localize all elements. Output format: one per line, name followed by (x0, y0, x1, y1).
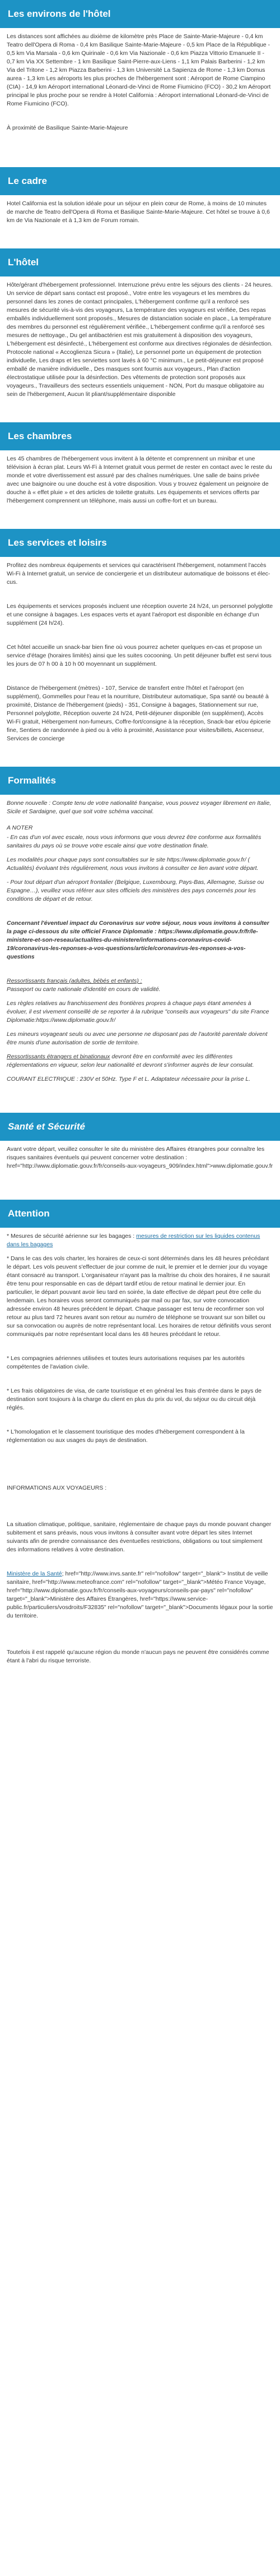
formalites-p6: Concernant l'éventuel impact du Coronavirus sur votre séjour, nous vous invitons à consulter la page ci-dessous du site officiel France Diplomatie : https://www.diplomatie.gouv.fr/fr/le-ministere-et-son-reseau/actualites-du-ministere/informations-coronavirus-covid-19/coronavirus-les-reponses-a-vos-questions/article/coronavirus-les-reponses-a-vos-questions (7, 920, 269, 960)
section-title-services: Les services et loisirs (0, 529, 280, 557)
attention-p7: La situation climatique, politique, sanitaire, réglementaire de chaque pays du monde pouvant changer subitement et sans préavis, nous vous invitons à consulter avant votre départ les sites Internet suivants afin de prendre connaissance des éventuelles restrictions, obligations ou tout simplement des informations relatives à votre destination. (7, 1521, 272, 1553)
attention-p4: * Les frais obligatoires de visa, de carte touristique et en général les frais d'entrée dans le pays de destination sont toujours à la charge du client en plus du prix du vol, du séjour ou du circuit déjà réglés. (7, 1388, 262, 1411)
section-title-formalites: Formalités (0, 767, 280, 795)
environs-distances: Les distances sont affichées au dixième de kilomètre près Place de Sainte-Marie-Majeure - 0,4 km Teatro dell'Opera di Roma - 0,4 km Basilique Sainte-Marie-Majeure - 0,5 km Place de la République - 0,5 km Via Marsala - 0,6 km Quirinale - 0,6 km Via Nazionale - 0,6 km Piazza Vittorio Emanuele II - 0,7 km Via XX Settembre - 1 km Basilique Saint-Pierre-aux-Liens - 1,1 km Palais Barberini - 1,2 km Via del Tritone - 1,2 km Piazza Barberini - 1,3 km Université La Sapienza de Rome - 1,3 km Domus aurea - 1,3 km Les aéroports les plus proches de l'hébergement sont : Aéroport de Rome Ciampino (CIA) - 14,9 km Aéroport international Léonard-de-Vinci de Rome Fiumicino (FCO) - 30,2 km Aéroport principal le plus proche pour se rendre à Hotel California : Aéroport international Léonard-de-Vinci de Rome Fiumicino (FCO). (7, 33, 271, 107)
attention-p1-lead: * Mesures de sécurité aérienne sur les bagages : (7, 1233, 135, 1239)
attention-p5: * L'homologation et le classement touristique des modes d'hébergement correspondent à la réglementation ou aux usages du pays de destination. (7, 1428, 245, 1444)
chambres-description: Les 45 chambres de l'hébergement vous invitent à la détente et comprennent un minibar et une télévision à écran plat. Leurs Wi-Fi à Internet gratuit vous permet de rester en contact avec le reste du monde et votre divertissement est assuré par des chaînes numériques. Une salle de bains privée avec une baignoire ou une douche est à votre disposition. Vous y trouvez également un peignoire de douche à « effet pluie » et des articles de toilette gratuits. Les équipements et services offerts par l'hébergement comprennent un téléphone, mais aussi un coffre-fort et un bureau. (7, 455, 272, 504)
section-environs (0, 0, 280, 145)
attention-p2: * Dans le cas des vols charter, les horaires de ceux-ci sont déterminés dans les 48 heures précédant le départ. Les vols peuvent s'effectuer de jour comme de nuit, le premier et le dernier jour du voyage étant consacré au transport. L'organisateur n'ayant pas la maîtrise du choix des horaires, il ne saurait être tenu pour responsable en cas de départ tardif et/ou de retour matinal le dernier jour. En particulier, le départ pouvant avoir lieu tard en soirée, la date effective de départ peut être celle du lendemain. Les horaires vous seront communiqués par mail ou par fax, sur votre convocation adressée environ 48 heures précédent le départ. Chaque passager est tenu de reconfirmer son vol retour au plus tard 72 heures avant son retour au numéro de téléphone se trouvant sur son billet ou sur sa convocation ou auprès de notre représentant local. Les horaires de retour définitifs vous seront communiqués par notre représentant local dans les 48 heures précédant le retour. (7, 1255, 272, 1338)
liquids-restriction-link[interactable]: mesures de restriction sur les liquides contenus dans les bagages (7, 1233, 260, 1248)
section-cadre (0, 167, 280, 237)
section-attention (0, 1200, 280, 1678)
section-hotel (0, 248, 280, 411)
cadre-description: Hotel California est la solution idéale pour un séjour en plein cœur de Rome, à moins de 10 minutes de marche de Teatro dell'Opera di Roma et Basilique Sainte-Marie-Majeure. Cet hôtel se trouve à 0,6 km de Via Nazionale et à 1,3 km de Forum romain. (7, 200, 270, 224)
section-services (0, 529, 280, 755)
formalites-p5: - Pour tout départ d'un aéroport frontalier (Belgique, Luxembourg, Pays-Bas, Allemagne, Suisse ou Espagne…), veuillez vous référer aux sites officiels des ministères des pays concernés pour les conditions de départ et de retour. (7, 879, 264, 902)
section-title-hotel: L'hôtel (0, 248, 280, 277)
attention-p9: Toutefois il est rappelé qu'aucune région du monde n'aucun pays ne peuvent être considérés comme étant à l'abri du risque terroriste. (7, 1649, 269, 1664)
section-title-cadre: Le cadre (0, 167, 280, 195)
formalites-p10-heading: Ressortissants étrangers et binationaux (7, 1053, 110, 1060)
section-title-attention: Attention (0, 1200, 280, 1228)
formalites-p10-body: devront être en conformité avec les différentes réglementations en vigueur, selon leur nationalité et devront s'informer auprès de leur consulat. (7, 1053, 254, 1068)
formalites-p7-heading: Ressortissants français (adultes, bébés et enfants) : (7, 978, 142, 984)
formalites-p7-body: Passeport ou carte nationale d'identité en cours de validité. (7, 986, 161, 993)
formalites-p1: Bonne nouvelle : Compte tenu de votre nationalité française, vous pouvez voyager librement en Italie, Sicile et Sardaigne, quel que soit votre schéma vaccinal. (7, 800, 272, 815)
services-p2: Les équipements et services proposés incluent une réception ouverte 24 h/24, un personnel polyglotte et une consigne à bagages. Les espaces verts et ayant l'aéroport est disponible en échange d'un supplément (24 h/24). (7, 603, 273, 626)
sante-p1: Avant votre départ, veuillez consulter le site du ministère des Affaires étrangères pour connaître les risques sanitaires éventuels qui peuvent concerner votre destination : href="http://www.diplomatie.gouv.fr/fr/conseils-aux-voyageurs_909/index.html">www.diplomatie.gouv.fr (7, 1146, 273, 1169)
formalites-p11: COURANT ELECTRIQUE : 230V et 50Hz. Type F et L. Adaptateur nécessaire pour la prise L. (7, 1076, 251, 1082)
ministere-sante-link[interactable]: Ministère de la Santé (7, 1570, 62, 1577)
services-p1: Profitez des nombreux équipements et services qui caractérisent l'hébergement, notamment l'accès Wi-Fi à Internet gratuit, un service de conciergerie et un distributeur automatique de boissons et élec-cus. (7, 562, 270, 586)
environs-proximity: À proximité de Basilique Sainte-Marie-Majeure (7, 125, 128, 131)
section-title-environs: Les environs de l'hôtel (0, 0, 280, 28)
formalites-p3: - En cas d'un vol avec escale, nous vous informons que vous devrez être conforme aux formalités sanitaires du pays où se trouve votre escale ainsi que votre destination finale. (7, 834, 262, 849)
attention-p3: * Les compagnies aériennes utilisées et toutes leurs autorisations requises par les autorités compétentes de l'aviation civile. (7, 1355, 245, 1370)
hotel-description: Hôte/gérant d'hébergement professionnel. Interruzione prévu entre les séjours des clients - 24 heures. Un service de départ sans contact est proposé., Votre entre les voyageurs et les membres du personnel dans les zones de contact principales, L'hébergement confirme qu'il a renforcé ses mesures de sécurité vis-à-vis des voyageurs, La température des voyageurs est vérifiée, Des repas emballés individuellement sont proposés., Mesures de distanciation sociale en place., La température des membres du personnel est régulièrement vérifiée., L'hébergement confirme qu'il a renforcé ses mesures de nettoyage., Du gel antibactérien est mis gratuitement à disposition des voyageurs, L'hébergement est désinfecté., L'hébergement est conforme aux directives régionales de désinfection. Protocole national « Accoglienza Sicura » (Italie), Le personnel porte un équipement de protection individuelle, Les draps et les serviettes sont lavés à 60 °C minimum., Le petit-déjeuner est proposé emballé de manière individuelle., Des masques sont fournis aux voyageurs., Plan d'action électrostatique utilisée pour la désinfection. Des vêtements de protection sont proposés aux voyageurs., Travailleurs des secteurs essentiels uniquement - NON, Port du masque obligatoire au sein de l'hébergement, Aucun lit pliant/supplémentaire disponible (7, 282, 273, 398)
attention-p8-rest: ; href="http://www.invs.sante.fr" rel="nofollow" target="_blank"> Institut de veille sanitaire, href="http://www.meteofrance.com" rel="nofollow" target="_blank">Météo France Voyage, href="http://www.diplomatie.gouv.fr/fr/conseils-aux-voyageurs/conseils-par-pays" rel="nofollow" target="_blank">Ministère des Affaires Étrangères, href="https://www.service-public.fr/particuliers/vosdroits/F32835" rel="nofollow" target="_blank">Documents légaux pour la sortie du territoire. (7, 1570, 273, 1619)
section-title-sante: Santé et Sécurité (0, 1113, 280, 1141)
formalites-p8: Les règles relatives au franchissement des frontières propres à chaque pays étant amenées à évoluer, il est vivement conseillé de se reporter à la rubrique "conseils aux voyageurs" du site France Diplomatie:https://www.diplomatie.gouv.fr/ (7, 1000, 269, 1024)
services-p4: Distance de l'hébergement (mètres) - 107, Service de transfert entre l'hôtel et l'aéroport (en supplément), Gommelles pour l'eau et la nourriture, Distributeur automatique, Spa santé ou beauté à proximité, Distance de l'hébergement (pieds) - 351, Consigne à bagages, Stationnement sur rue, Personnel polyglotte, Réception ouverte 24 h/24, Petit-déjeuner disponible (en supplément), Accès Wi-Fi gratuit, Hébergement non-fumeurs, Coffre-fort/consigne à la réception, Snack-bar et/ou épicerie fine, Sentiers de randonnée à pied ou à vélo à proximité, Assistance pour visites/billets, Ascenseur, Services de concierge (7, 685, 271, 742)
formalites-p2: A NOTER (7, 824, 33, 831)
attention-p6: INFORMATIONS AUX VOYAGEURS : (7, 1485, 107, 1491)
section-chambres (0, 422, 280, 518)
section-sante (0, 1113, 280, 1183)
section-formalites (0, 767, 280, 1096)
formalites-p9: Les mineurs voyageant seuls ou avec une personne ne disposant pas de l'autorité parentale doivent être munis d'une autorisation de sortie de territoire. (7, 1031, 268, 1046)
section-title-chambres: Les chambres (0, 422, 280, 450)
services-p3: Cet hôtel accueille un snack-bar bien fine où vous pourrez acheter quelques en-cas et propose un service d'étage (horaires limités) ainsi que les suites cocooning. Un petit déjeuner buffet est servi tous les jours de 07 h 00 à 10 h 00 moyennant un supplément. (7, 644, 272, 667)
formalites-p4: Les modalités pour chaque pays sont consultables sur le site https://www.diplomatie.gouv.fr/ ( Actualités) évoluant très régulièrement, nous vous invitons à consulter ce lien avant votre départ. (7, 856, 259, 872)
